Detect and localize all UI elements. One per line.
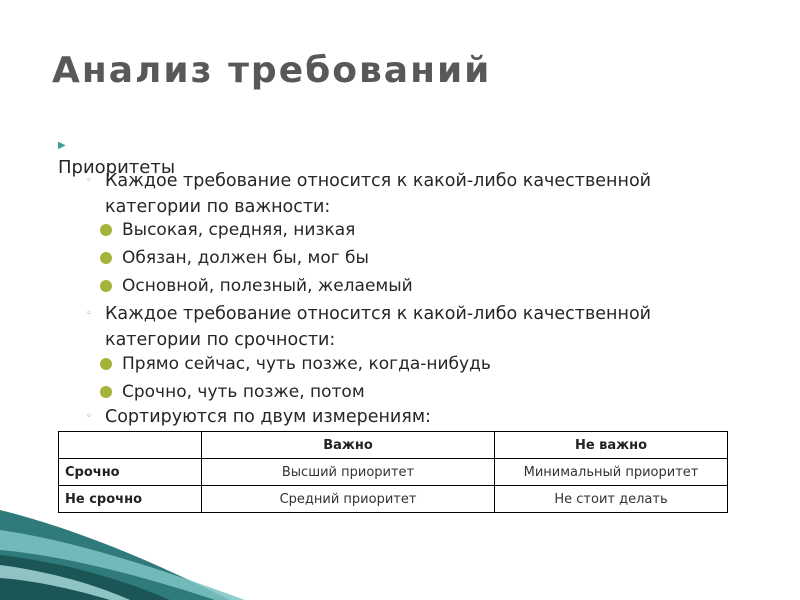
- sub-bullet-urgency: ◦ Каждое требование относится к какой-либо качественной категории по срочности:: [86, 301, 736, 353]
- table-cell: Средний приоритет: [202, 486, 495, 513]
- table-cell: Не стоит делать: [495, 486, 728, 513]
- list-item: Срочно, чуть позже, потом: [100, 381, 365, 403]
- table-header-cell: [59, 432, 202, 459]
- row-label: Срочно: [59, 459, 202, 486]
- table-cell: Высший приоритет: [202, 459, 495, 486]
- sub-bullet-importance: ◦ Каждое требование относится к какой-либо качественной категории по важности:: [86, 168, 736, 220]
- table-header-cell: Не важно: [495, 432, 728, 459]
- circle-bullet-icon: ◦: [86, 411, 92, 422]
- slide-title: Анализ требований: [52, 50, 492, 91]
- list-item: Основной, полезный, желаемый: [100, 275, 413, 297]
- table-cell: Минимальный приоритет: [495, 459, 728, 486]
- table-header-row: [59, 432, 728, 459]
- circle-bullet-icon: ◦: [86, 175, 92, 186]
- sub-bullet-sorting: ◦ Сортируются по двум измерениям:: [86, 404, 736, 430]
- row-label: Не срочно: [59, 486, 202, 513]
- triangle-bullet-icon: ▶: [58, 140, 66, 151]
- dot-bullet-icon: [100, 280, 112, 292]
- bullet-priorities: Приоритеты: [58, 157, 176, 178]
- dot-bullet-icon: [100, 358, 112, 370]
- list-item: Обязан, должен бы, мог бы: [100, 247, 369, 269]
- dot-bullet-icon: [100, 252, 112, 264]
- priority-matrix-table: [58, 431, 728, 513]
- table-row: [59, 459, 728, 486]
- table-header-cell: Важно: [202, 432, 495, 459]
- circle-bullet-icon: ◦: [86, 308, 92, 319]
- dot-bullet-icon: [100, 386, 112, 398]
- dot-bullet-icon: [100, 224, 112, 236]
- list-item: Высокая, средняя, низкая: [100, 219, 355, 241]
- list-item: Прямо сейчас, чуть позже, когда-нибудь: [100, 353, 491, 375]
- table-row: [59, 486, 728, 513]
